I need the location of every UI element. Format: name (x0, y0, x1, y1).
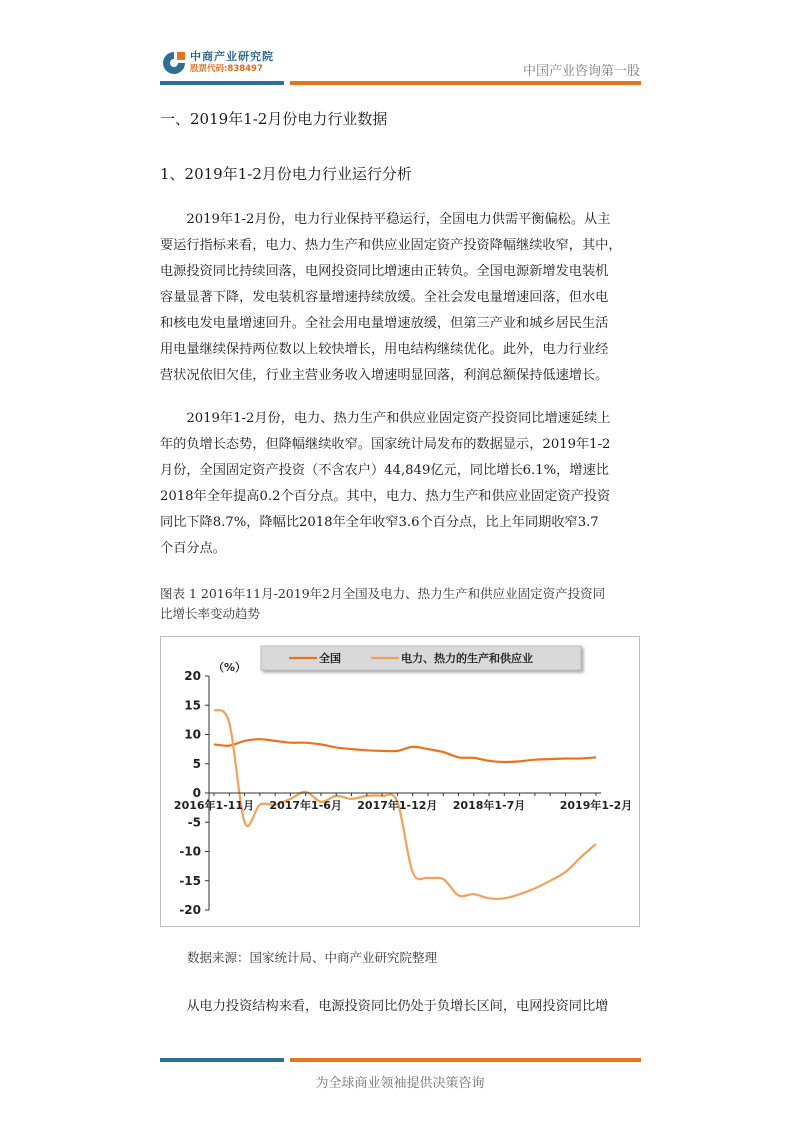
header-divider-blue (160, 81, 284, 85)
y-tick-label: 0 (192, 786, 201, 800)
paragraph-line: 2019年1-2月份，电力、热力生产和供应业固定资产投资同比增速延续上 (160, 411, 611, 426)
paragraph-line: 2018年全年提高0.2个百分点。其中，电力、热力生产和供应业固定资产投资 (160, 489, 611, 504)
paragraph-line: 从电力投资结构来看，电源投资同比仍处于负增长区间，电网投资同比增 (160, 999, 609, 1014)
investment-growth-chart (160, 636, 640, 927)
stock-code: 股票代码:838497 (190, 64, 263, 74)
paragraph-2 (160, 406, 641, 562)
legend-label-0: 全国 (319, 652, 341, 665)
paragraph-line: 营状况依旧欠佳，行业主营业务收入增速明显回落，利润总额保持低速增长。 (160, 368, 609, 383)
caption-line: 图表 1 2016年11月-2019年2月全国及电力、热力生产和供应业固定资产投资同 (160, 586, 606, 601)
paragraph-line: 用电量继续保持两位数以上较快增长，用电结构继续优化。此外，电力行业经 (160, 342, 609, 357)
paragraph-line: 和核电发电量增速回升。全社会用电量增速放缓，但第三产业和城乡居民生活 (160, 316, 609, 331)
paragraph-3 (160, 994, 641, 1020)
legend-label-1: 电力、热力的生产和供应业 (401, 652, 533, 665)
y-tick-label: -15 (179, 873, 201, 888)
caption-line: 比增长率变动趋势 (160, 606, 261, 621)
y-unit-label: （%） (213, 661, 247, 674)
y-tick-label: -5 (187, 815, 201, 830)
y-tick-label: -10 (179, 844, 201, 859)
x-tick-label: 2017年1-12月 (357, 799, 438, 812)
y-tick-label: 5 (192, 756, 201, 771)
company-logo (160, 48, 282, 78)
y-tick-label: 20 (184, 669, 201, 683)
paragraph-line: 月份，全国固定资产投资（不含农户）44,849亿元，同比增长6.1%，增速比 (160, 463, 609, 478)
header-slogan: 中国产业咨询第一股 (522, 64, 640, 79)
paragraph-line: 年的负增长态势，但降幅继续收窄。国家统计局发布的数据显示，2019年1-2 (160, 437, 611, 452)
chart-svg (161, 637, 639, 926)
paragraph-line: 电源投资同比持续回落，电网投资同比增速由正转负。全国电源新增发电装机 (160, 264, 609, 279)
paragraph-1 (160, 207, 641, 389)
footer-slogan: 为全球商业领袖提供决策咨询 (315, 1076, 485, 1091)
section-heading: 一、2019年1-2月份电力行业数据 (160, 110, 388, 128)
series-line-0 (214, 739, 596, 762)
logo-mark-icon (160, 49, 188, 77)
figure-caption (160, 584, 641, 624)
footer-divider-blue (160, 1058, 284, 1062)
sub-heading: 1、2019年1-2月份电力行业运行分析 (160, 165, 412, 183)
y-tick-label: -20 (179, 903, 201, 917)
x-tick-label: 2016年1-11月 (173, 799, 255, 812)
header-divider-orange (290, 81, 641, 85)
paragraph-line: 要运行指标来看，电力、热力生产和供应业固定资产投资降幅继续收窄，其中， (160, 238, 622, 253)
x-tick-label: 2018年1-7月 (452, 799, 526, 812)
paragraph-line: 同比下降8.7%，降幅比2018年全年收窄3.6个百分点，比上年同期收窄3.7 (160, 515, 599, 530)
paragraph-line: 个百分点。 (160, 541, 226, 556)
company-name: 中商产业研究院 (190, 50, 274, 63)
footer-divider-orange (290, 1058, 641, 1062)
y-tick-label: 10 (184, 727, 201, 742)
y-tick-label: 15 (184, 698, 201, 713)
paragraph-line: 容量显著下降，发电装机容量增速持续放缓。全社会发电量增速回落，但水电 (160, 290, 609, 305)
x-tick-label: 2019年1-2月 (559, 799, 633, 812)
x-tick-label: 2017年1-6月 (269, 799, 342, 812)
data-source-note: 数据来源：国家统计局、中商产业研究院整理 (187, 950, 438, 965)
paragraph-line: 2019年1-2月份，电力行业保持平稳运行，全国电力供需平衡偏松。从主 (160, 212, 611, 227)
